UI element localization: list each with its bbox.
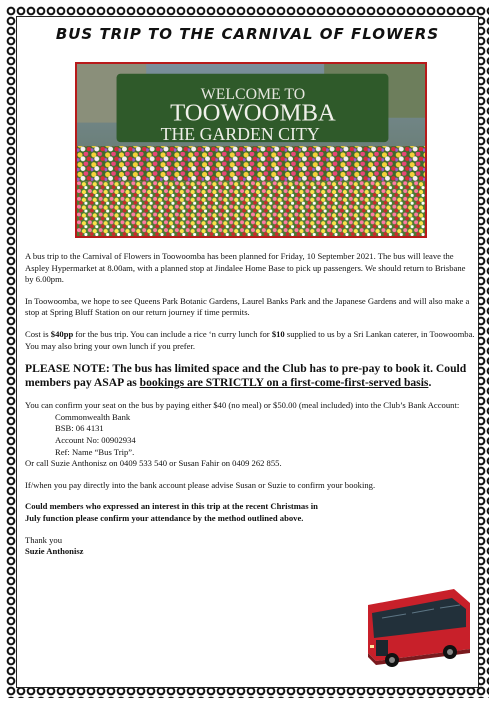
price: $40pp [50,328,74,339]
booking-notice: PLEASE NOTE: The bus has limited space and the Club has to pre-pay to book it. Could members pay ASAP as bookings are STRICTLY on a first-come-first-served basis. [25,362,467,390]
page-title: BUS TRIP TO THE CARNIVAL OF FLOWERS [55,25,440,43]
sign-line-2: TOOWOOMBA [170,99,336,127]
cost-paragraph: Cost is $40pp for the bus trip. You can include a rice ‘n curry lunch for $10 supplied to us by a Sri Lankan caterer, in Toowoomba. You may also bring your own lunch if you prefer. [25,328,475,351]
bank-name: Commonwealth Bank [55,411,131,422]
bank-reference: Ref: Name “Bus Trip”. [55,446,135,457]
bank-bsb: BSB: 06 4131 [55,423,104,434]
advise-paragraph: If/when you pay directly into the bank account please advise Susan or Suzie to confirm your booking. [25,479,376,490]
lunch-price: $10 [271,328,285,339]
intro-paragraph: A bus trip to the Carnival of Flowers in Toowoomba has been planned for Friday, 10 September 2021. The bus will leave the Aspley Hypermarket at 8.00am, with a planned stop at Jindalee Home Base to pick up passengers. We should return to Brisbane by 6.00pm. [25,251,466,285]
first-come-notice: bookings are STRICTLY on a first-come-first-served basis [139,376,429,390]
payment-intro: You can confirm your seat on the bus by paying either $40 (no meal) or $50.00 (meal included) into the Club’s Bank Account: [25,400,460,411]
thanks-text: Thank you [25,534,62,545]
bus-icon [362,583,474,673]
sign-line-1: WELCOME TO [200,86,306,104]
bank-account: Account No: 00902934 [55,434,136,445]
bus-illustration [362,583,474,673]
attendance-request: Could members who expressed an interest in this trip at the recent Christmas in July function please confirm your attendance by the method outlined above. [25,501,318,523]
sign-line-3: THE GARDEN CITY [160,124,320,145]
contact-line: Or call Suzie Anthonisz on 0409 533 540 or Susan Fahir on 0409 262 855. [25,458,282,469]
payment-section [25,400,475,470]
toowoomba-photo [75,62,427,238]
flyer-body [25,251,475,558]
signature: Suzie Anthonisz [25,546,84,557]
itinerary-paragraph: In Toowoomba, we hope to see Queens Park Botanic Gardens, Laurel Banks Park and the Japanese Gardens and will also make a stop at Spring Bluff Station on our return journey if time permits. [25,295,470,318]
signoff [25,535,475,558]
garden-city-image [77,64,425,236]
